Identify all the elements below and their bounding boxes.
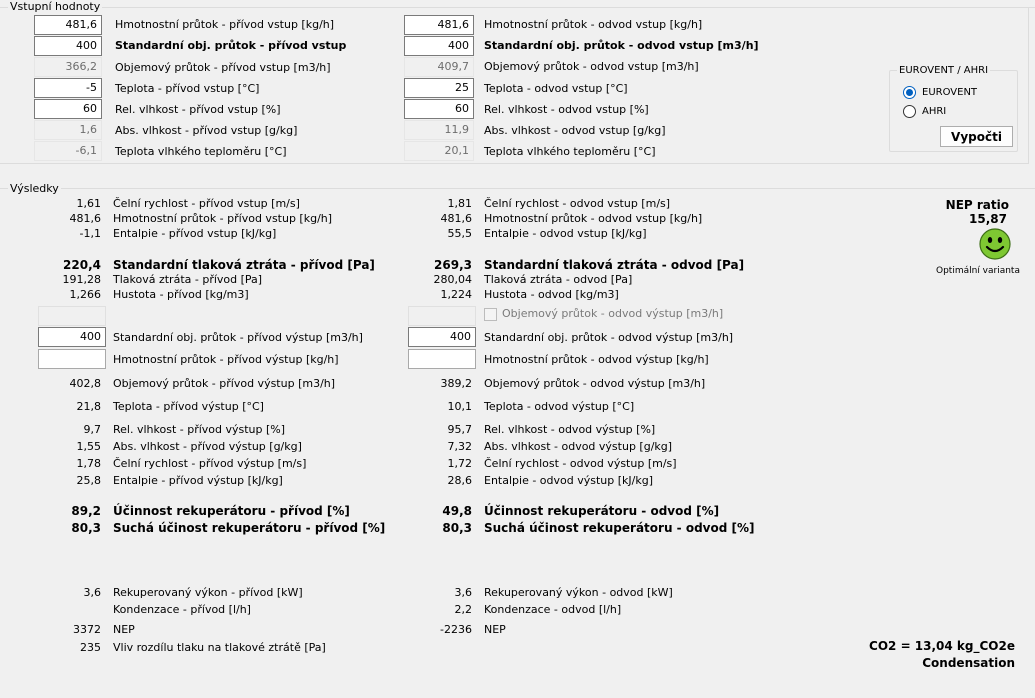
supply-condensation-label: Kondenzace - přívod [l/h] <box>113 603 251 616</box>
exhaust-face-vel-in-label: Čelní rychlost - odvod vstup [m/s] <box>484 197 671 210</box>
supply-mass-flow-in-value: 481,6 <box>69 212 101 225</box>
eurovent-radio-label[interactable]: EUROVENT <box>922 87 978 98</box>
exhaust-mass-flow-out-label: Hmotnostní průtok - odvod výstup [kg/h] <box>484 353 709 366</box>
exhaust-nep-value: -2236 <box>440 623 472 636</box>
exhaust-abs-hum-out-label: Abs. vlhkost - odvod výstup [g/kg] <box>484 440 673 453</box>
supply-enthalpy-out-label: Entalpie - přívod výstup [kJ/kg] <box>113 474 283 487</box>
exhaust-disabled-field <box>408 306 476 326</box>
exhaust-temp-out-value: 10,1 <box>447 400 472 413</box>
exhaust-vol-flow-out-value: 389,2 <box>440 377 472 390</box>
supply-wet-bulb-label: Teplota vlhkého teploměru [°C] <box>115 145 287 158</box>
nep-ratio-title: NEP ratio <box>945 198 1009 212</box>
exhaust-std-vol-flow-label: Standardní obj. průtok - odvod vstup [m3/h] <box>484 39 759 52</box>
supply-dry-efficiency-value: 80,3 <box>71 521 101 535</box>
calculate-button[interactable]: Vypočti <box>940 126 1013 147</box>
co2-value: CO2 = 13,04 kg_CO2e <box>869 639 1015 653</box>
supply-face-vel-out-label: Čelní rychlost - přívod výstup [m/s] <box>113 457 307 470</box>
supply-mass-flow-label: Hmotnostní průtok - přívod vstup [kg/h] <box>115 18 335 31</box>
exhaust-pressure-drop-label: Tlaková ztráta - odvod [Pa] <box>484 273 633 286</box>
supply-mass-flow-out-label: Hmotnostní průtok - přívod výstup [kg/h] <box>113 353 339 366</box>
exhaust-std-vol-out-input[interactable]: 400 <box>408 327 476 347</box>
exhaust-enthalpy-out-label: Entalpie - odvod výstup [kJ/kg] <box>484 474 654 487</box>
supply-vol-flow-label: Objemový průtok - přívod vstup [m3/h] <box>115 61 331 74</box>
exhaust-vol-out-checkbox[interactable] <box>484 308 497 321</box>
supply-density-value: 1,266 <box>69 288 101 301</box>
exhaust-recovered-power-label: Rekuperovaný výkon - odvod [kW] <box>484 586 673 599</box>
supply-vol-flow-out-value: 402,8 <box>69 377 101 390</box>
exhaust-face-vel-out-label: Čelní rychlost - odvod výstup [m/s] <box>484 457 677 470</box>
supply-pressure-drop-value: 191,28 <box>62 273 101 286</box>
exhaust-mass-flow-in-label: Hmotnostní průtok - odvod vstup [kg/h] <box>484 212 703 225</box>
supply-temp-out-label: Teplota - přívod výstup [°C] <box>113 400 264 413</box>
supply-mass-flow-out-input[interactable] <box>38 349 106 369</box>
results-group-title: Výsledky <box>10 182 59 195</box>
condensation-status: Condensation <box>922 656 1015 670</box>
exhaust-rel-hum-out-value: 95,7 <box>447 423 472 436</box>
supply-rel-hum-label: Rel. vlhkost - přívod vstup [%] <box>115 103 281 116</box>
ahri-radio-label[interactable]: AHRI <box>922 106 947 117</box>
exhaust-mass-flow-input[interactable]: 481,6 <box>404 15 474 35</box>
exhaust-std-pressure-drop-label: Standardní tlaková ztráta - odvod [Pa] <box>484 258 745 272</box>
supply-abs-hum-out-label: Abs. vlhkost - přívod výstup [g/kg] <box>113 440 302 453</box>
exhaust-dry-efficiency-label: Suchá účinost rekuperátoru - odvod [%] <box>484 521 755 535</box>
supply-efficiency-value: 89,2 <box>71 504 101 518</box>
supply-nep-label: NEP <box>113 623 135 636</box>
supply-rel-hum-input[interactable]: 60 <box>34 99 102 119</box>
supply-dry-efficiency-label: Suchá účinost rekuperátoru - přívod [%] <box>113 521 386 535</box>
exhaust-std-pressure-drop-value: 269,3 <box>434 258 472 272</box>
exhaust-nep-label: NEP <box>484 623 506 636</box>
ahri-radio[interactable] <box>903 105 916 118</box>
exhaust-mass-flow-out-input[interactable] <box>408 349 476 369</box>
supply-abs-hum-field: 1,6 <box>34 120 102 140</box>
supply-std-pressure-drop-value: 220,4 <box>63 258 101 272</box>
pressure-diff-effect-value: 235 <box>80 641 101 654</box>
supply-temp-out-value: 21,8 <box>76 400 101 413</box>
exhaust-wet-bulb-field: 20,1 <box>404 141 474 161</box>
supply-rel-hum-out-value: 9,7 <box>83 423 101 436</box>
exhaust-rel-hum-label: Rel. vlhkost - odvod vstup [%] <box>484 103 649 116</box>
exhaust-face-vel-out-value: 1,72 <box>447 457 472 470</box>
supply-enthalpy-in-label: Entalpie - přívod vstup [kJ/kg] <box>113 227 277 240</box>
exhaust-abs-hum-field: 11,9 <box>404 120 474 140</box>
supply-disabled-field <box>38 306 106 326</box>
supply-efficiency-label: Účinnost rekuperátoru - přívod [%] <box>113 504 350 518</box>
supply-vol-flow-field: 366,2 <box>34 57 102 77</box>
supply-mass-flow-in-label: Hmotnostní průtok - přívod vstup [kg/h] <box>113 212 333 225</box>
pressure-diff-effect-label: Vliv rozdílu tlaku na tlakové ztrátě [Pa] <box>113 641 326 654</box>
supply-std-vol-out-input[interactable]: 400 <box>38 327 106 347</box>
supply-vol-flow-out-label: Objemový průtok - přívod výstup [m3/h] <box>113 377 336 390</box>
nep-ratio-caption: Optimální varianta <box>936 266 1020 276</box>
supply-rel-hum-out-label: Rel. vlhkost - přívod výstup [%] <box>113 423 286 436</box>
exhaust-vol-flow-label: Objemový průtok - odvod vstup [m3/h] <box>484 60 699 73</box>
eurovent-radio[interactable] <box>903 86 916 99</box>
supply-temp-input[interactable]: -5 <box>34 78 102 98</box>
supply-recovered-power-value: 3,6 <box>83 586 101 599</box>
exhaust-condensation-label: Kondenzace - odvod [l/h] <box>484 603 622 616</box>
exhaust-pressure-drop-value: 280,04 <box>433 273 472 286</box>
supply-abs-hum-label: Abs. vlhkost - přívod vstup [g/kg] <box>115 124 298 137</box>
exhaust-vol-flow-out-label: Objemový průtok - odvod výstup [m3/h] <box>484 377 706 390</box>
exhaust-abs-hum-label: Abs. vlhkost - odvod vstup [g/kg] <box>484 124 666 137</box>
supply-enthalpy-out-value: 25,8 <box>76 474 101 487</box>
supply-wet-bulb-field: -6,1 <box>34 141 102 161</box>
supply-abs-hum-out-value: 1,55 <box>76 440 101 453</box>
inputs-group-title: Vstupní hodnoty <box>10 0 101 13</box>
exhaust-face-vel-in-value: 1,81 <box>447 197 472 210</box>
supply-nep-value: 3372 <box>73 623 101 636</box>
exhaust-enthalpy-in-value: 55,5 <box>447 227 472 240</box>
supply-enthalpy-in-value: -1,1 <box>79 227 101 240</box>
exhaust-rel-hum-out-label: Rel. vlhkost - odvod výstup [%] <box>484 423 656 436</box>
supply-pressure-drop-label: Tlaková ztráta - přívod [Pa] <box>113 273 263 286</box>
exhaust-temp-out-label: Teplota - odvod výstup [°C] <box>484 400 635 413</box>
exhaust-condensation-value: 2,2 <box>454 603 472 616</box>
exhaust-std-vol-flow-input[interactable]: 400 <box>404 36 474 56</box>
exhaust-temp-input[interactable]: 25 <box>404 78 474 98</box>
supply-density-label: Hustota - přívod [kg/m3] <box>113 288 249 301</box>
exhaust-rel-hum-input[interactable]: 60 <box>404 99 474 119</box>
exhaust-enthalpy-in-label: Entalpie - odvod vstup [kJ/kg] <box>484 227 647 240</box>
exhaust-temp-label: Teplota - odvod vstup [°C] <box>484 82 628 95</box>
supply-recovered-power-label: Rekuperovaný výkon - přívod [kW] <box>113 586 303 599</box>
exhaust-efficiency-label: Účinnost rekuperátoru - odvod [%] <box>484 504 720 518</box>
supply-std-vol-flow-label: Standardní obj. průtok - přívod vstup <box>115 39 347 52</box>
supply-std-pressure-drop-label: Standardní tlaková ztráta - přívod [Pa] <box>113 258 375 272</box>
supply-face-vel-in-label: Čelní rychlost - přívod vstup [m/s] <box>113 197 300 210</box>
supply-face-vel-in-value: 1,61 <box>76 197 101 210</box>
smiley-icon <box>979 228 1011 260</box>
exhaust-dry-efficiency-value: 80,3 <box>442 521 472 535</box>
exhaust-wet-bulb-label: Teplota vlhkého teploměru [°C] <box>484 145 656 158</box>
exhaust-vol-flow-field: 409,7 <box>404 57 474 77</box>
supply-face-vel-out-value: 1,78 <box>76 457 101 470</box>
supply-std-vol-out-label: Standardní obj. průtok - přívod výstup [m3/h] <box>113 331 363 344</box>
exhaust-mass-flow-label: Hmotnostní průtok - odvod vstup [kg/h] <box>484 18 703 31</box>
exhaust-recovered-power-value: 3,6 <box>454 586 472 599</box>
supply-std-vol-flow-input[interactable]: 400 <box>34 36 102 56</box>
nep-ratio-value: 15,87 <box>969 212 1007 226</box>
exhaust-density-value: 1,224 <box>440 288 472 301</box>
exhaust-std-vol-out-label: Standardní obj. průtok - odvod výstup [m3/h] <box>484 331 734 344</box>
supply-mass-flow-input[interactable]: 481,6 <box>34 15 102 35</box>
exhaust-enthalpy-out-value: 28,6 <box>447 474 472 487</box>
exhaust-mass-flow-in-value: 481,6 <box>440 212 472 225</box>
supply-temp-label: Teplota - přívod vstup [°C] <box>115 82 260 95</box>
exhaust-abs-hum-out-value: 7,32 <box>447 440 472 453</box>
exhaust-density-label: Hustota - odvod [kg/m3] <box>484 288 619 301</box>
standard-group-title: EUROVENT / AHRI <box>899 65 989 76</box>
exhaust-efficiency-value: 49,8 <box>442 504 472 518</box>
exhaust-vol-out-checkbox-label: Objemový průtok - odvod výstup [m3/h] <box>502 307 724 320</box>
